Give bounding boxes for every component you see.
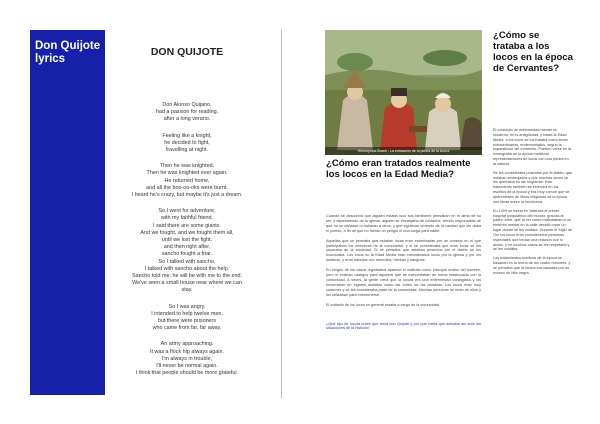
band-title: Don Quijote lyrics bbox=[35, 40, 101, 65]
poem-stanzas bbox=[112, 102, 262, 387]
poem-column bbox=[112, 30, 262, 395]
poem-line: So I went for adventure, bbox=[158, 208, 216, 215]
poem-line: I think that people should be more grateful. bbox=[135, 370, 239, 377]
poem-line: I'm always in trouble, bbox=[161, 355, 213, 362]
middle-paragraph: En ningún de los casos registrados aparece el maltrato como principal motivo del hombre, pero sí existían castigos para aquellos que se comportaban de forma inadecuada con la comunidad. A veces, la gente creía que la locura era una enfermedad contagiosa y los encerraban en lugares aislados como las torres de las murallas. Los locos eran muy comunes y se les consideraba parte de la comunidad. Muchas personas se reían de ellos y los utilizaban para entretenerse. bbox=[326, 268, 481, 297]
middle-article-body bbox=[326, 214, 481, 336]
middle-paragraph: Cuando se descubría que alguien estaba loco sus familiares pensaban en el alma de su ser, y dependiendo de la Iglesia, alguien se encargaba de cuidarlos, siendo responsable de que no se dañaran ni dañaran a otros, y que siguieran viviendo de la caridad que les daba el pueblo, a fin de que no fueran un peligro ni una carga para nadie. bbox=[326, 214, 481, 233]
poem-line: I'll never be normal again. bbox=[156, 363, 218, 370]
middle-article-title: ¿Cómo eran tratados realmente los locos en la Edad Media? bbox=[326, 158, 471, 180]
right-paragraph: El concepto de enfermedad mental es moderno; en la antigüedad, y hasta la Edad Media, a los locos se los trataba como seres extraordinarios, endemoniados, según la superstición del momento. Pueden verse en la iconografía de la época medieval representaciones de locos con una piedra en la cabeza. bbox=[493, 128, 572, 166]
poem-line: And we fought, and we fought them all, bbox=[140, 229, 234, 236]
poem-line: Don Alonso Quijano, bbox=[162, 102, 212, 108]
poem-line: Then he was knighted. bbox=[159, 163, 215, 170]
poem-stanza bbox=[112, 208, 262, 294]
poem-line: It was a flock hip always again. bbox=[149, 348, 224, 355]
poem-line: Feeling like a knight, bbox=[162, 132, 212, 139]
poem-line: who came from far, far away. bbox=[152, 325, 222, 332]
poem-line: but there were prisoners bbox=[157, 318, 217, 325]
poem-line: and all the boo-oo-oks were burnt. bbox=[146, 184, 228, 191]
poem-line: after a long verano. bbox=[163, 116, 211, 123]
poem-line: travelling at night. bbox=[165, 147, 209, 154]
poem-line: with my faithful friend. bbox=[160, 215, 214, 222]
poem-line: Then he was knighted ever again. bbox=[146, 170, 228, 177]
poem-line: he decided to fight, bbox=[164, 139, 210, 146]
poem-line: had a passion for reading, bbox=[155, 109, 219, 116]
poem-title: DON QUIJOTE bbox=[150, 46, 224, 58]
poem-line: and then right after, bbox=[163, 244, 211, 251]
poem-line: sancho fought a friar. bbox=[161, 251, 213, 258]
title-band bbox=[30, 30, 105, 395]
page-divider bbox=[281, 30, 282, 398]
right-article-title: ¿Cómo se trataba a los locos en la época de Cervantes? bbox=[493, 30, 573, 74]
painting-illustration bbox=[325, 30, 482, 155]
poem-line: I said there are some giants. bbox=[152, 222, 222, 229]
right-paragraph: Se les consideraba poseídos por el diablo, que estaban embrujados y que muchas veces se les quemaba en las hogueras. Este tratamiento también se extendía en los escritos de la época y era muy común que se apareciesen de libros religiosos de la época con ideas sobre la hechicería. bbox=[493, 170, 572, 204]
poem-stanza bbox=[112, 163, 262, 199]
middle-paragraph: Aquellas que se pensaba que estaban locas eran examinadas por un consejo en el que participaban los miembros de la comunidad, y si se consideraba que eran locos se los separaba de la sociedad. Si se pensaba que estaban poseídos por el diablo se los exorcizaba. Los locos en la Edad Media eran considerados locos por la Iglesia y por los médicos, y eran tratados con remedios, hierbas y sangrías. bbox=[326, 238, 481, 263]
poem-line: Sancho told me: he will be with me to the end. bbox=[132, 273, 242, 280]
right-paragraph: Los tratamientos médicos de la época se basaban en la teoría de los cuatro humores, y se pensaba que la locura era causada por un exceso de bilis negra. bbox=[493, 256, 571, 275]
middle-paragraph: El cuidado de los locos en general estaba a cargo de la comunidad. bbox=[326, 302, 440, 307]
painting-image bbox=[325, 30, 482, 155]
poem-stanza bbox=[112, 133, 262, 155]
poem-line: An army approaching. bbox=[160, 341, 214, 348]
poem-stanza bbox=[112, 304, 262, 333]
poem-line: He returned home, bbox=[164, 177, 210, 184]
right-article-body bbox=[493, 128, 572, 280]
poem-line: stay. bbox=[181, 287, 193, 294]
poem-stanza bbox=[112, 102, 262, 124]
poem-line: I talked with sancho about the help. bbox=[144, 265, 230, 272]
poem-line: I intended to help twelve men, bbox=[151, 310, 223, 317]
poem-line: We've seen a small house near where we can bbox=[132, 280, 242, 287]
painting-caption: Hieronymus Bosch - La extracción de la piedra de la locura bbox=[325, 147, 482, 155]
question-link[interactable]: ¿Qué tipo de locura crees que tenía don Quijote y por qué crees que actuaba así ante las situaciones de la historia? bbox=[326, 321, 481, 331]
poem-line: until we lost the fight, bbox=[161, 237, 213, 244]
poem-line: So I talked with sancho. bbox=[158, 258, 216, 265]
poem-line: I heard he's crazy, but maybe it's just a dream. bbox=[131, 192, 243, 199]
poem-stanza bbox=[112, 341, 262, 377]
right-paragraph: En 1409 se funda en Valencia el primer hospital psiquiátrico del mundo, gracias al padre Jofré, que al ver cómo maltrataban a un enfermo mental en la calle decidió crear un lugar donde se les cuidara. Durante el Siglo de Oro los locos eran considerados personas especiales que tenían una relación con lo divino, y en muchos casos se les respetaba y se les cuidaba. bbox=[493, 208, 572, 252]
poem-line: So I was angry. bbox=[168, 303, 206, 310]
